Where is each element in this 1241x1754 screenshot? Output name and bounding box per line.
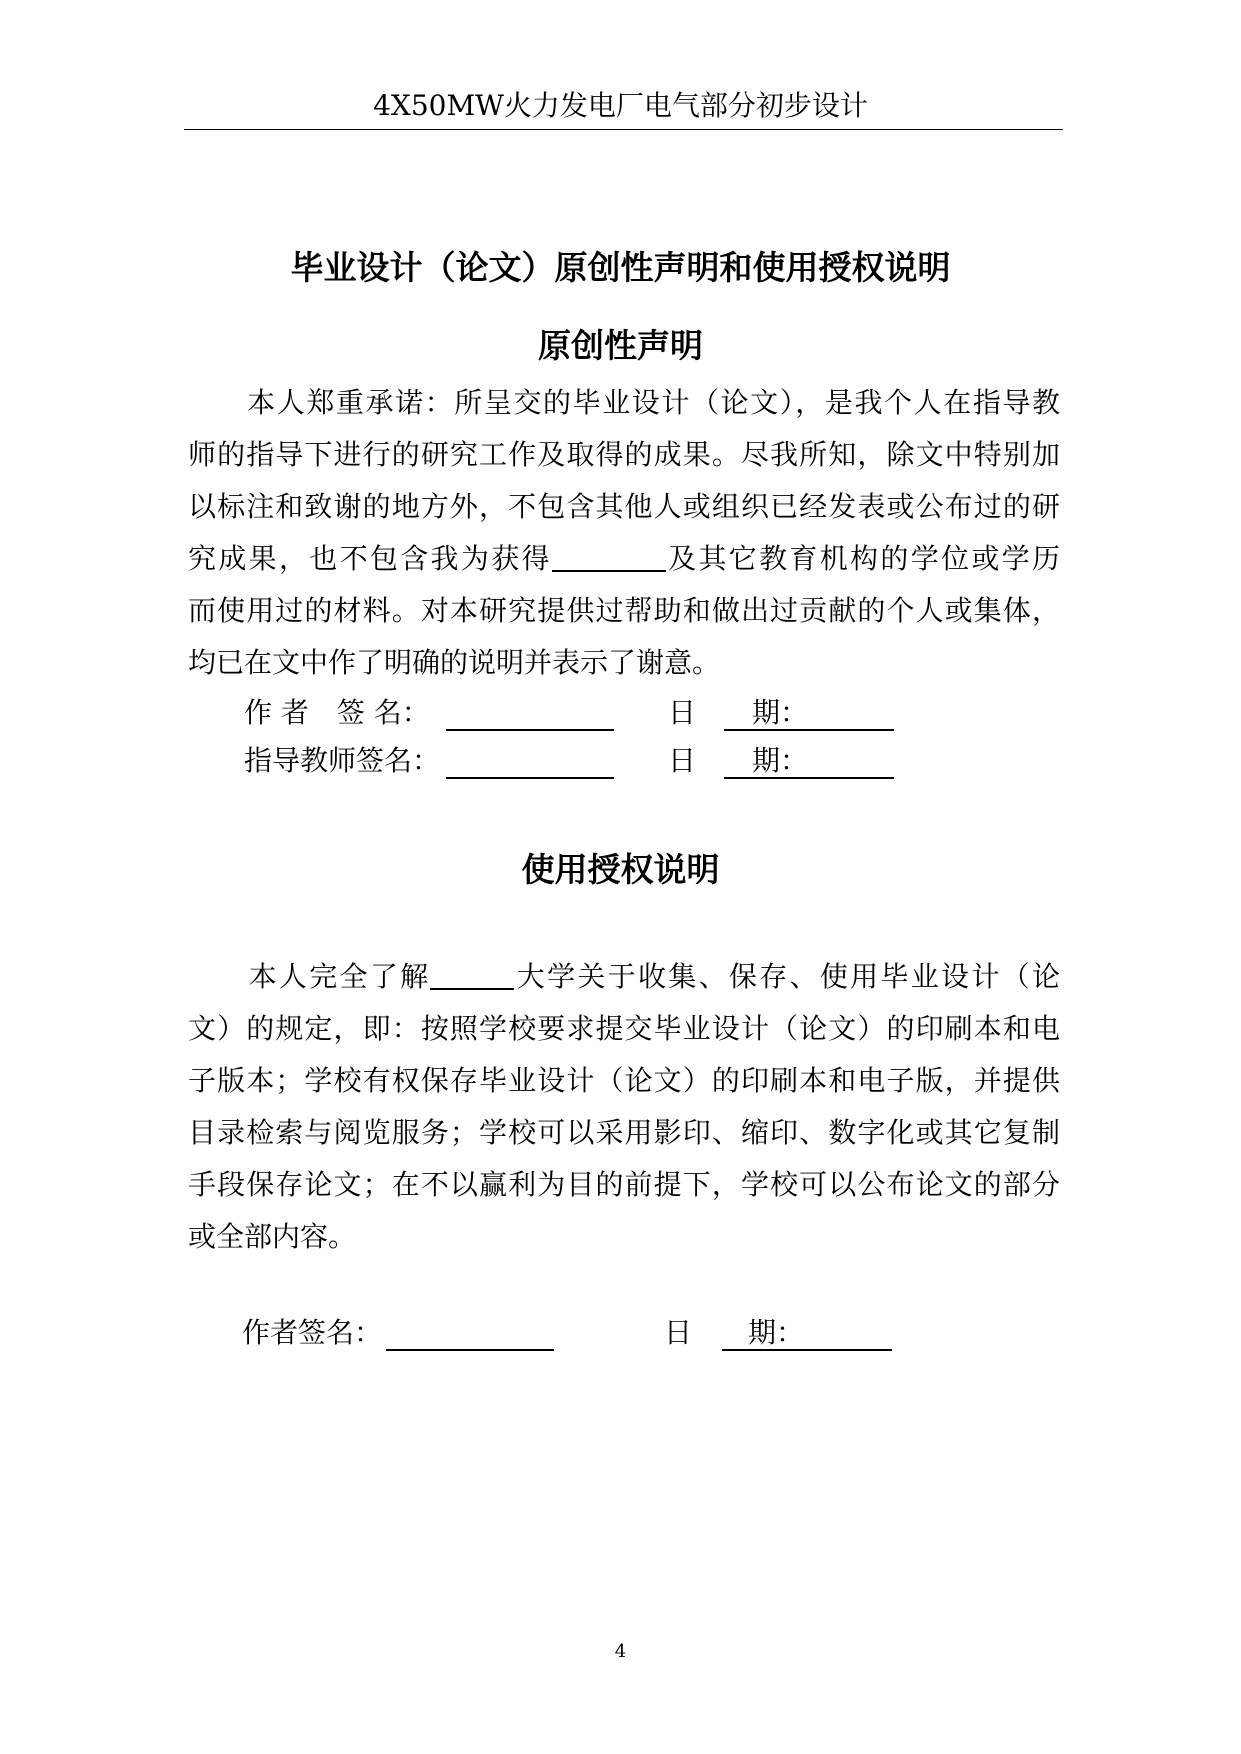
originality-line-2: 师的指导下进行的研究工作及取得的成果。尽我所知，除文中特别加 — [188, 438, 1060, 471]
authorization-author-line[interactable] — [386, 1349, 554, 1351]
authorization-line-5: 手段保存论文；在不以赢利为目的前提下，学校可以公布论文的部分 — [188, 1168, 1060, 1201]
authorization-line-1 — [188, 957, 1060, 997]
advisor-date-label: 日 期： — [668, 744, 809, 777]
page-number: 4 — [614, 1641, 627, 1662]
authorization-signature-row — [244, 1313, 1064, 1353]
authorization-line-2: 文）的规定，即：按照学校要求提交毕业设计（论文）的印刷本和电 — [188, 1012, 1060, 1045]
date-label: 日 期： — [668, 696, 809, 729]
advisor-sign-label: 指导教师签名： — [244, 744, 441, 777]
originality-line-1: 本人郑重承诺：所呈交的毕业设计（论文），是我个人在指导教 — [188, 386, 1060, 419]
originality-line-4 — [188, 539, 1060, 579]
originality-line-5: 而使用过的材料。对本研究提供过帮助和做出过贡献的个人或集体， — [188, 594, 1060, 627]
authorization-line-1-end: 大学关于收集、保存、使用毕业设计（论 — [514, 960, 1060, 993]
author-sign-label: 作 者 签 名： — [244, 696, 430, 729]
author-signature-row — [244, 693, 1064, 733]
authorization-line-3: 子版本；学校有权保存毕业设计（论文）的印刷本和电子版，并提供 — [188, 1064, 1060, 1097]
authorization-date-label: 日 期： — [664, 1316, 805, 1349]
originality-heading: 原创性声明 — [538, 326, 703, 365]
originality-line-6: 均已在文中作了明确的说明并表示了谢意。 — [188, 646, 721, 679]
authorization-line-6: 或全部内容。 — [188, 1220, 357, 1253]
authorization-line-4: 目录检索与阅览服务；学校可以采用影印、缩印、数字化或其它复制 — [188, 1116, 1060, 1149]
author-date-line[interactable] — [724, 729, 894, 731]
authorization-author-label: 作者签名： — [242, 1316, 383, 1349]
originality-line-4-end: 及其它教育机构的学位或学历 — [665, 542, 1060, 575]
advisor-sign-line[interactable] — [446, 777, 614, 779]
running-header: 4X50MW火力发电厂电气部分初步设计 — [373, 89, 868, 122]
advisor-signature-row — [244, 741, 1064, 781]
header-rule — [184, 129, 1063, 130]
originality-line-4-start: 究成果，也不包含我为获得 — [188, 542, 552, 575]
authorization-date-line[interactable] — [722, 1349, 892, 1351]
university-blank[interactable] — [430, 958, 514, 990]
institution-blank[interactable] — [552, 540, 666, 572]
author-sign-line[interactable] — [446, 729, 614, 731]
page-title: 毕业设计（论文）原创性声明和使用授权说明 — [290, 248, 951, 287]
authorization-line-1-start: 本人完全了解 — [188, 960, 431, 993]
originality-line-3: 以标注和致谢的地方外，不包含其他人或组织已经发表或公布过的研 — [188, 490, 1060, 523]
advisor-date-line[interactable] — [724, 777, 894, 779]
authorization-heading: 使用授权说明 — [521, 850, 720, 889]
